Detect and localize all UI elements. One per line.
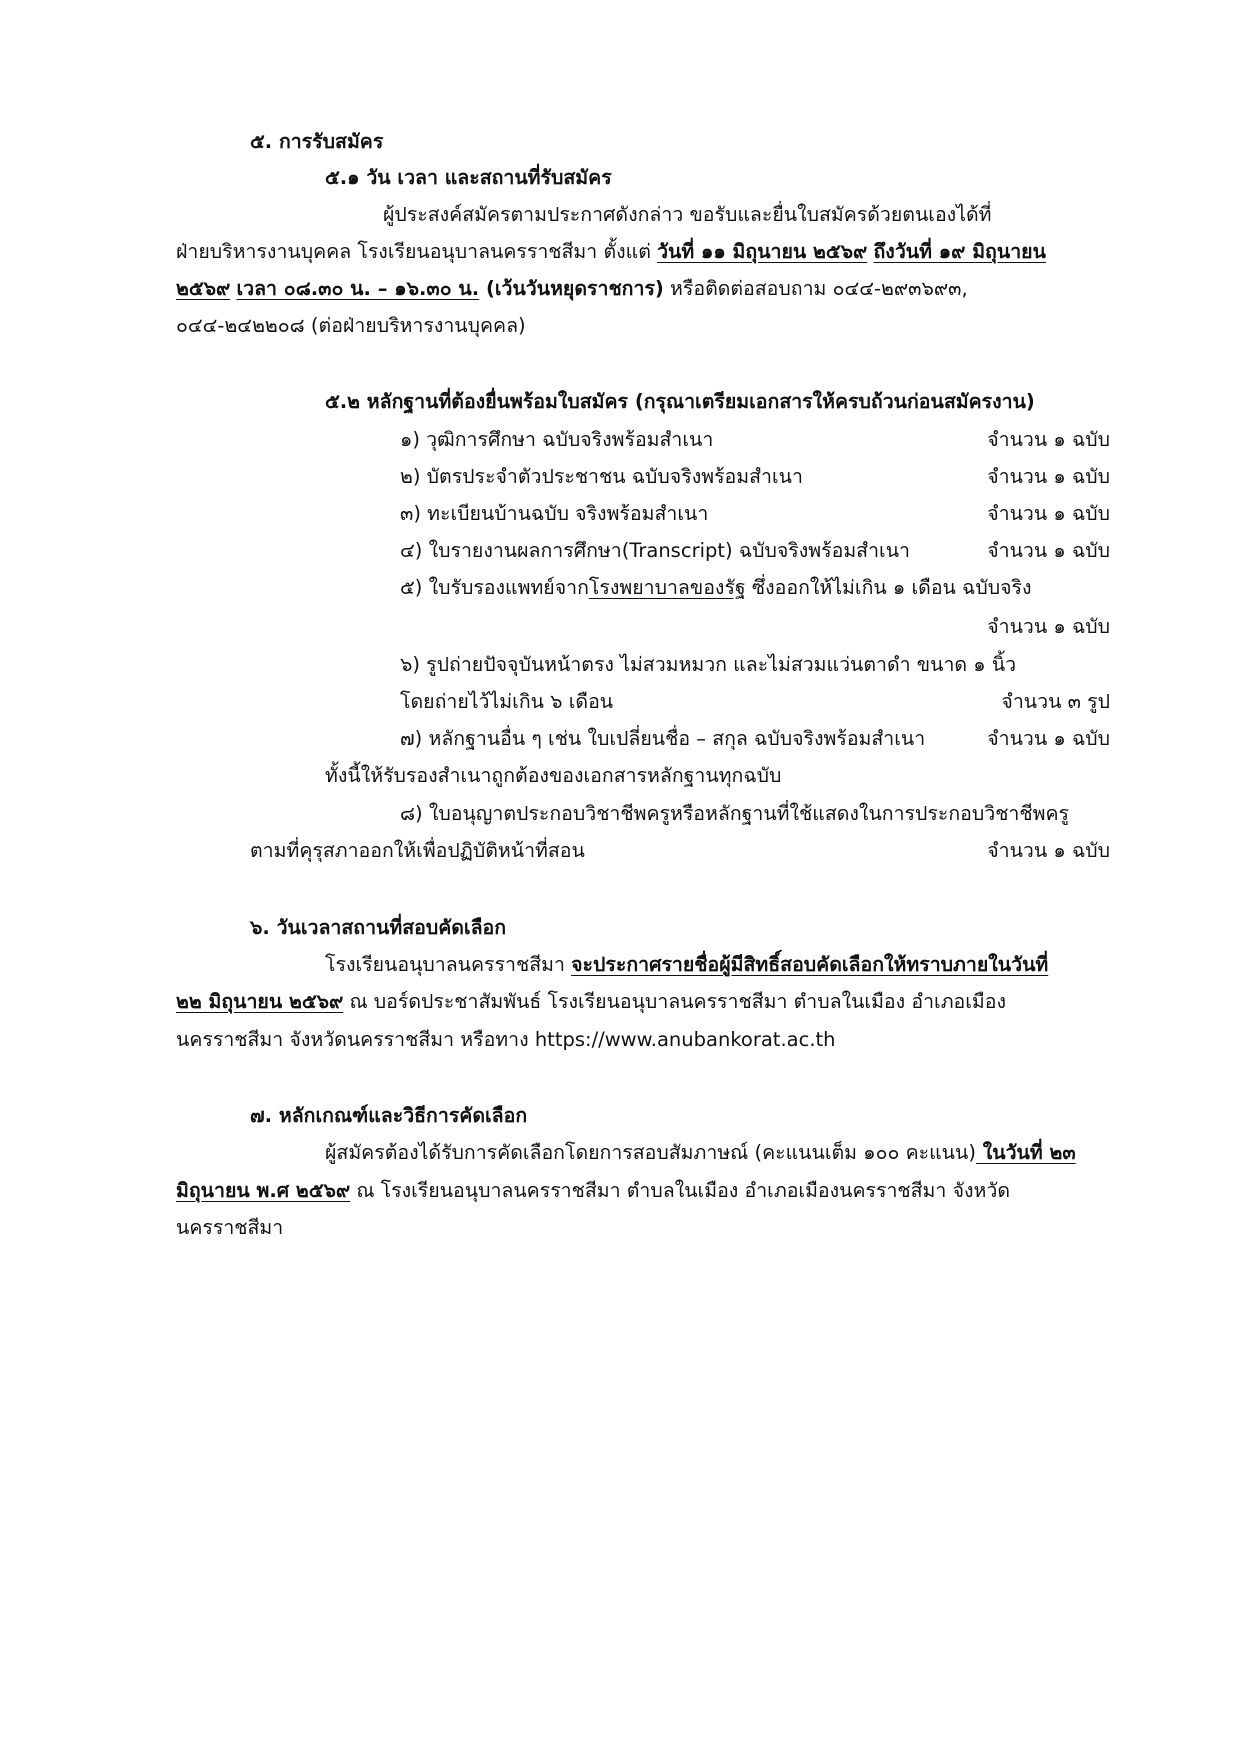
website-link[interactable]: https://www.anubankorat.ac.th: [534, 1028, 836, 1051]
end-year: ๒๕๖๙: [176, 277, 231, 300]
document-item-1: ๑) วุฒิการศึกษา ฉบับจริงพร้อมสำเนา: [400, 428, 714, 451]
section-7-line-2: มิถุนายน พ.ศ ๒๕๖๙ ณ โรงเรียนอนุบาลนครราชสีมา ตำบลในเมือง อำเภอเมืองนครราชสีมา จังหวัด: [176, 1179, 1010, 1202]
section-5-heading: ๕. การรับสมัคร: [250, 130, 384, 153]
office-hours: เวลา ๐๘.๓๐ น. – ๑๖.๓๐ น.: [236, 277, 480, 300]
document-item-7-quantity: จำนวน ๑ ฉบับ: [987, 727, 1110, 750]
section-6-heading: ๖. วันเวลาสถานที่สอบคัดเลือก: [250, 916, 507, 939]
announcement-date: ๒๒ มิถุนายน ๒๕๖๙: [176, 990, 344, 1013]
section-5-1-heading: ๕.๑ วัน เวลา และสถานที่รับสมัคร: [325, 166, 612, 189]
document-item-4: ๔) ใบรายงานผลการศึกษา(Transcript) ฉบับจริงพร้อมสำเนา: [400, 539, 910, 562]
section-6-line-2: ๒๒ มิถุนายน ๒๕๖๙ ณ บอร์ดประชาสัมพันธ์ โรงเรียนอนุบาลนครราชสีมา ตำบลในเมือง อำเภอเมือง: [176, 990, 1007, 1013]
start-date: วันที่ ๑๑ มิถุนายน ๒๕๖๙: [657, 240, 868, 263]
interview-date: มิถุนายน พ.ศ ๒๕๖๙: [176, 1179, 351, 1202]
document-item-6-line-2: โดยถ่ายไว้ไม่เกิน ๖ เดือน: [400, 690, 614, 713]
document-item-7: ๗) หลักฐานอื่น ๆ เช่น ใบเปลี่ยนชื่อ – สกุล ฉบับจริงพร้อมสำเนา: [400, 727, 926, 750]
section-6-line-1: โรงเรียนอนุบาลนครราชสีมา จะประกาศรายชื่อผู้มีสิทธิ์สอบคัดเลือกให้ทราบภายในวันที่: [325, 953, 1049, 976]
document-item-5-quantity: จำนวน ๑ ฉบับ: [987, 615, 1110, 638]
section-7-line-3: นครราชสีมา: [176, 1216, 284, 1239]
document-item-1-quantity: จำนวน ๑ ฉบับ: [987, 428, 1110, 451]
document-item-2: ๒) บัตรประจำตัวประชาชน ฉบับจริงพร้อมสำเนา: [400, 465, 803, 488]
interview-day: ในวันที่ ๒๓: [975, 1141, 1076, 1164]
section-6-line-3: นครราชสีมา จังหวัดนครราชสีมา หรือทาง https://www.anubankorat.ac.th: [176, 1028, 836, 1051]
section-7-heading: ๗. หลักเกณฑ์และวิธีการคัดเลือก: [250, 1104, 528, 1127]
section-5-2-heading: ๕.๒ หลักฐานที่ต้องยื่นพร้อมใบสมัคร (กรุณาเตรียมเอกสารให้ครบถ้วนก่อนสมัครงาน): [325, 390, 1035, 413]
document-item-3: ๓) ทะเบียนบ้านฉบับ จริงพร้อมสำเนา: [400, 502, 709, 525]
holiday-note: (เว้นวันหยุดราชการ): [479, 277, 664, 300]
document-item-6-quantity: จำนวน ๓ รูป: [1001, 690, 1110, 713]
document-item-2-quantity: จำนวน ๑ ฉบับ: [987, 465, 1110, 488]
section-5-1-paragraph-line-2: [176, 237, 1046, 267]
office-text: ฝ่ายบริหารงานบุคคล โรงเรียนอนุบาลนครราชสีมา ตั้งแต่: [176, 240, 658, 263]
document-item-4-quantity: จำนวน ๑ ฉบับ: [987, 539, 1110, 562]
document-item-6-line-1: ๖) รูปถ่ายปัจจุบันหน้าตรง ไม่สวมหมวก และไม่สวมแว่นตาดำ ขนาด ๑ นิ้ว: [400, 653, 1017, 676]
document-item-8-line-2: ตามที่คุรุสภาออกให้เพื่อปฏิบัติหน้าที่สอน: [250, 839, 585, 862]
section-5-1-paragraph-line-4: ๐๔๔-๒๔๒๒๐๘ (ต่อฝ่ายบริหารงานบุคคล): [176, 314, 526, 337]
announcement-notice: จะประกาศรายชื่อผู้มีสิทธิ์สอบคัดเลือกให้ทราบภายในวันที่: [571, 953, 1049, 976]
document-item-5: ๕) ใบรับรองแพทย์จากโรงพยาบาลของรัฐ ซึ่งออกให้ไม่เกิน ๑ เดือน ฉบับจริง: [400, 576, 1032, 599]
end-date: ถึงวันที่ ๑๙ มิถุนายน: [873, 240, 1046, 263]
contact-phone: หรือติดต่อสอบถาม ๐๔๔-๒๙๓๖๙๓,: [663, 277, 968, 300]
document-item-3-quantity: จำนวน ๑ ฉบับ: [987, 502, 1110, 525]
section-5-1-paragraph-line-3: [176, 274, 968, 304]
section-7-line-1: ผู้สมัครต้องได้รับการคัดเลือกโดยการสอบสัมภาษณ์ (คะแนนเต็ม ๑๐๐ คะแนน) ในวันที่ ๒๓: [325, 1141, 1076, 1164]
document-item-8-line-1: ๘) ใบอนุญาตประกอบวิชาชีพครูหรือหลักฐานที่ใช้แสดงในการประกอบวิชาชีพครู: [400, 802, 1069, 825]
certification-note: ทั้งนี้ให้รับรองสำเนาถูกต้องของเอกสารหลักฐานทุกฉบับ: [325, 764, 782, 787]
state-hospital: โรงพยาบาลของรัฐ: [588, 576, 746, 599]
section-5-1-paragraph-line-1: ผู้ประสงค์สมัครตามประกาศดังกล่าว ขอรับและยื่นใบสมัครด้วยตนเองได้ที่: [383, 203, 992, 226]
document-item-8-quantity: จำนวน ๑ ฉบับ: [987, 839, 1110, 862]
